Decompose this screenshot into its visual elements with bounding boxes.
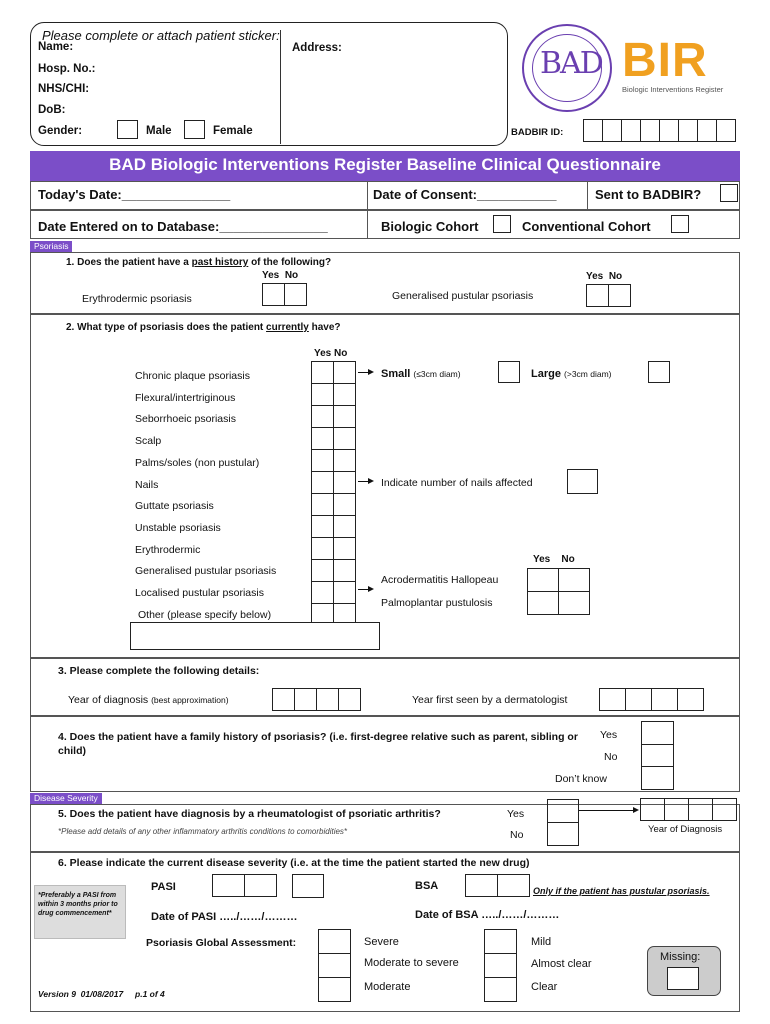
male-checkbox[interactable] [117, 120, 138, 139]
year-diag-boxes[interactable] [272, 688, 361, 711]
badbir-id-label: BADBIR ID: [511, 127, 564, 138]
q5-arrow [579, 810, 637, 811]
female-checkbox[interactable] [184, 120, 205, 139]
pasi-decimal-box[interactable] [292, 874, 324, 898]
q5-no-label: No [510, 829, 524, 841]
sent-badbir-label: Sent to BADBIR? [595, 187, 702, 202]
q2-item: Localised pustular psoriasis [135, 587, 264, 600]
q2-item: Unstable psoriasis [135, 521, 221, 534]
acro-label: Acrodermatitis Hallopeau [381, 574, 499, 586]
q4-title: 4. Does the patient have a family history of psoriasis? (i.e. first-degree relative such as parent, sibling or child) [58, 731, 578, 757]
bir-subtitle: Biologic Interventions Register [622, 85, 724, 94]
pga-mod-severe: Moderate to severe [364, 957, 459, 969]
q4-checkboxes[interactable] [641, 721, 674, 790]
nails-note: Indicate number of nails affected [381, 477, 533, 489]
q2-pustular-grid[interactable] [527, 568, 590, 615]
bad-logo [522, 24, 612, 112]
biologic-cohort-label: Biologic Cohort [381, 219, 479, 234]
q2-item: Flexural/intertriginous [135, 391, 236, 404]
q2-item: Nails [135, 478, 159, 491]
name-label: Name: [38, 41, 74, 53]
badbir-id-boxes[interactable] [583, 119, 736, 142]
q3-title: 3. Please complete the following details: [58, 665, 260, 677]
q2-item: Seborrhoeic psoriasis [135, 413, 236, 426]
q1-yes-no-2: Yes No [586, 271, 623, 282]
missing-label: Missing: [660, 951, 701, 963]
q2-pustular-yes-no: Yes No [533, 554, 575, 565]
nhs-chi-label: NHS/CHI: [38, 83, 90, 95]
psoriasis-tag: Psoriasis [30, 241, 72, 252]
year-first-boxes[interactable] [599, 688, 704, 711]
pustular-note: Only if the patient has pustular psoriasis. [533, 886, 710, 896]
q1-erythrodermic-boxes[interactable] [262, 283, 307, 306]
date-bsa-field[interactable]: Date of BSA …../……/……… [415, 909, 560, 921]
pga-mild: Mild [531, 936, 552, 948]
pga-right-boxes[interactable] [484, 929, 517, 1002]
q2-item: Guttate psoriasis [135, 500, 214, 513]
sticker-note: Please complete or attach patient sticker: [42, 28, 280, 43]
q1-title: 1. Does the patient have a past history of the following? [66, 257, 332, 268]
q2-item: Other (please specify below) [138, 608, 272, 621]
missing-checkbox[interactable] [667, 967, 699, 990]
pga-severe: Severe [364, 936, 399, 948]
biologic-cohort-checkbox[interactable] [493, 215, 511, 233]
hosp-no-label: Hosp. No.: [38, 63, 96, 75]
sent-badbir-checkbox[interactable] [720, 184, 738, 202]
q2-items-list [135, 366, 276, 626]
q2-item: Chronic plaque psoriasis [135, 370, 250, 382]
bsa-label: BSA [415, 880, 439, 892]
bad-logo-text: BAD [540, 46, 602, 81]
todays-date-field[interactable]: Today's Date:_______________ [38, 187, 231, 202]
q2-item: Erythrodermic [135, 543, 201, 556]
bir-logo: BIR [622, 34, 708, 87]
footer-version: Version 9 01/08/2017 p.1 of 4 [38, 989, 165, 999]
address-label: Address: [292, 42, 342, 54]
meta-divider-1 [367, 181, 368, 210]
pga-label: Psoriasis Global Assessment: [146, 937, 297, 949]
nails-arrow [358, 481, 372, 482]
q5-yes-label: Yes [507, 808, 525, 820]
q1-yes-no-1: Yes No [262, 270, 299, 281]
meta-divider-2 [587, 181, 588, 210]
male-label: Male [146, 125, 172, 137]
q6-title: 6. Please indicate the current disease severity (i.e. at the time the patient started the new drug) [58, 857, 530, 869]
pga-clear: Clear [531, 981, 558, 993]
q1-generalised-boxes[interactable] [586, 284, 631, 307]
q4-yes-label: Yes [600, 729, 618, 741]
q4-no-label: No [604, 751, 618, 763]
large-label: Large (>3cm diam) [531, 368, 612, 380]
palmo-label: Palmoplantar pustulosis [381, 597, 493, 609]
gender-label: Gender: [38, 125, 83, 137]
bsa-boxes[interactable] [465, 874, 530, 897]
q1-item-erythrodermic: Erythrodermic psoriasis [82, 293, 192, 305]
q2-item: Scalp [135, 435, 162, 448]
chronic-arrow [358, 372, 372, 373]
pasi-note: *Preferably a PASI from within 3 months prior to drug commencement* [38, 892, 118, 917]
large-checkbox[interactable] [648, 361, 670, 383]
pga-left-boxes[interactable] [318, 929, 351, 1002]
date-pasi-field[interactable]: Date of PASI …../……/……… [151, 911, 298, 923]
q2-title: 2. What type of psoriasis does the patient currently have? [66, 322, 341, 333]
date-consent-field[interactable]: Date of Consent:___________ [373, 187, 557, 202]
q5-title: 5. Does the patient have diagnosis by a rheumatologist of psoriatic arthritis? [58, 808, 441, 820]
q5-year-label: Year of Diagnosis [648, 824, 723, 835]
dob-label: DoB: [38, 104, 66, 116]
small-checkbox[interactable] [498, 361, 520, 383]
q2-other-specify-field[interactable] [130, 622, 380, 650]
page-title: BAD Biologic Interventions Register Baseline Clinical Questionnaire [109, 155, 661, 174]
year-diag-label: Year of diagnosis (best approximation) [68, 694, 229, 706]
pasi-boxes[interactable] [212, 874, 277, 897]
disease-severity-tag: Disease Severity [30, 793, 102, 804]
q2-yes-no-grid[interactable] [311, 361, 356, 626]
pustular-arrow [358, 589, 372, 590]
q2-yes-no-header: Yes No [314, 348, 348, 359]
conventional-cohort-checkbox[interactable] [671, 215, 689, 233]
q1-item-generalised: Generalised pustular psoriasis [392, 290, 534, 302]
pga-almost-clear: Almost clear [531, 958, 592, 970]
q2-item: Palms/soles (non pustular) [135, 456, 260, 469]
q5-checkboxes[interactable] [547, 799, 579, 846]
conventional-cohort-label: Conventional Cohort [522, 219, 651, 234]
nails-count-field[interactable] [567, 469, 598, 494]
small-label: Small (≤3cm diam) [381, 368, 461, 380]
q4-dont-know-label: Don’t know [555, 773, 607, 785]
date-entered-field[interactable]: Date Entered on to Database:_______________ [38, 219, 328, 234]
q5-note: *Please add details of any other inflammatory arthritis conditions to comorbidities* [58, 827, 348, 836]
year-first-label: Year first seen by a dermatologist [412, 694, 568, 706]
meta-divider-3 [367, 210, 368, 239]
pga-moderate: Moderate [364, 981, 411, 993]
q5-year-boxes[interactable] [640, 798, 737, 821]
q2-item: Generalised pustular psoriasis [135, 565, 277, 578]
pasi-label: PASI [151, 881, 176, 893]
header-divider [280, 30, 281, 144]
female-label: Female [213, 125, 253, 137]
